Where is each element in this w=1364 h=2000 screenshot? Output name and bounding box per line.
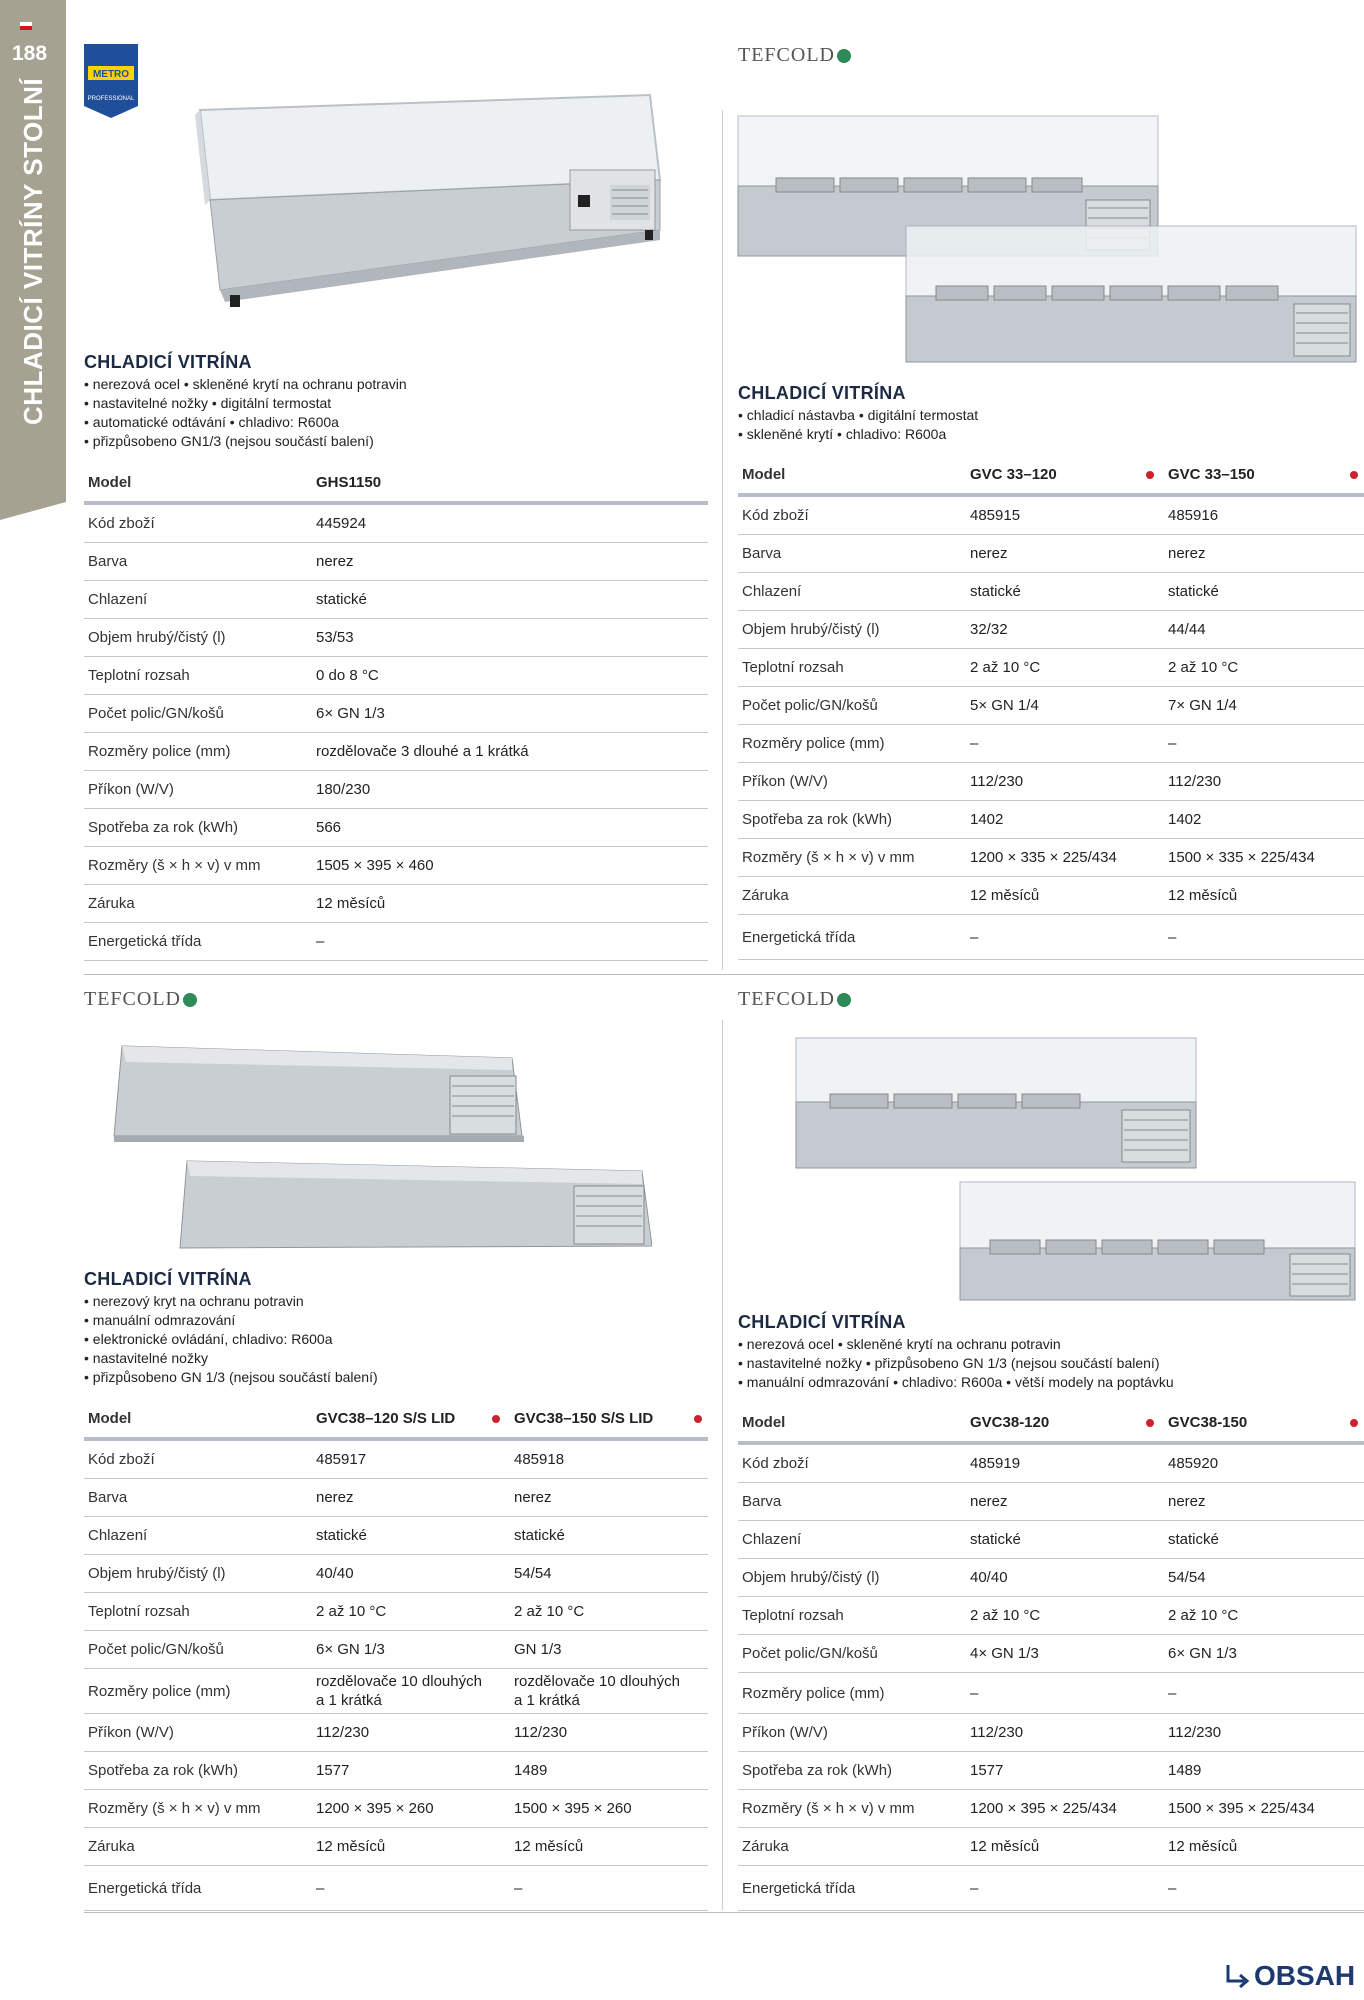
table-row bbox=[738, 839, 1364, 877]
table-row bbox=[738, 1635, 1364, 1673]
row-value: statické bbox=[510, 1517, 708, 1555]
table-row bbox=[738, 535, 1364, 573]
row-value: – bbox=[1164, 1673, 1364, 1714]
row-divider bbox=[84, 974, 1364, 975]
row-value: 6× GN 1/3 bbox=[312, 1631, 510, 1669]
red-dot-icon bbox=[694, 1415, 702, 1423]
row-label: Rozměry police (mm) bbox=[84, 733, 312, 771]
row-label: Energetická třída bbox=[738, 915, 966, 960]
model-name: GVC 33–120 bbox=[970, 466, 1057, 483]
table-row bbox=[84, 885, 708, 923]
row-value: 485920 bbox=[1164, 1443, 1364, 1483]
product-features bbox=[84, 1292, 378, 1387]
row-label: Objem hrubý/čistý (l) bbox=[84, 1555, 312, 1593]
row-value: 1200 × 335 × 225/434 bbox=[966, 839, 1164, 877]
row-value: rozdělovače 10 dlouhých a 1 krátká bbox=[312, 1669, 510, 1714]
spec-table-gvc38-lid bbox=[84, 1400, 708, 1911]
row-label: Počet polic/GN/košů bbox=[738, 687, 966, 725]
row-value: 485915 bbox=[966, 495, 1164, 535]
row-value: 1505 × 395 × 460 bbox=[312, 847, 708, 885]
row-label: Příkon (W/V) bbox=[84, 1714, 312, 1752]
row-value: – bbox=[966, 915, 1164, 960]
model-name: GHS1150 bbox=[312, 464, 708, 503]
row-label: Rozměry (š × h × v) v mm bbox=[84, 847, 312, 885]
row-value: nerez bbox=[510, 1479, 708, 1517]
product-image-gvc38-lid bbox=[112, 1036, 652, 1261]
row-label: Objem hrubý/čistý (l) bbox=[84, 619, 312, 657]
row-value: 1402 bbox=[1164, 801, 1364, 839]
feature-line: • přizpůsobeno GN 1/3 (nejsou součástí balení) bbox=[84, 1369, 378, 1385]
table-row bbox=[84, 771, 708, 809]
row-value: statické bbox=[1164, 573, 1364, 611]
row-value: 7× GN 1/4 bbox=[1164, 687, 1364, 725]
row-value: 4× GN 1/3 bbox=[966, 1635, 1164, 1673]
feature-line: • nastavitelné nožky • přizpůsobeno GN 1/3 (nejsou součástí balení) bbox=[738, 1355, 1160, 1371]
row-label: Příkon (W/V) bbox=[738, 763, 966, 801]
row-value: – bbox=[510, 1866, 708, 1911]
row-value: – bbox=[1164, 1866, 1364, 1911]
table-header-row bbox=[738, 456, 1364, 495]
table-row bbox=[738, 1866, 1364, 1911]
table-row bbox=[84, 657, 708, 695]
row-value: 485916 bbox=[1164, 495, 1364, 535]
row-value: 1200 × 395 × 225/434 bbox=[966, 1790, 1164, 1828]
table-row bbox=[84, 1517, 708, 1555]
row-label: Chlazení bbox=[738, 1521, 966, 1559]
row-label: Objem hrubý/čistý (l) bbox=[738, 1559, 966, 1597]
row-value: 40/40 bbox=[312, 1555, 510, 1593]
model-name: GVC38-120 bbox=[970, 1414, 1050, 1431]
row-value: 485919 bbox=[966, 1443, 1164, 1483]
row-label: Rozměry police (mm) bbox=[738, 725, 966, 763]
row-value: statické bbox=[312, 581, 708, 619]
table-header-row bbox=[84, 464, 708, 503]
row-value: 1500 × 335 × 225/434 bbox=[1164, 839, 1364, 877]
row-value: 54/54 bbox=[510, 1555, 708, 1593]
row-value: 54/54 bbox=[1164, 1559, 1364, 1597]
feature-line: • chladicí nástavba • digitální termostat bbox=[738, 407, 979, 423]
table-row bbox=[84, 1752, 708, 1790]
row-label: Barva bbox=[84, 1479, 312, 1517]
table-row bbox=[84, 1555, 708, 1593]
table-row bbox=[738, 1597, 1364, 1635]
row-value: 1500 × 395 × 225/434 bbox=[1164, 1790, 1364, 1828]
row-value: 40/40 bbox=[966, 1559, 1164, 1597]
model-name-cell bbox=[966, 456, 1164, 495]
table-row bbox=[738, 611, 1364, 649]
row-value: 112/230 bbox=[510, 1714, 708, 1752]
table-row bbox=[738, 915, 1364, 960]
feature-line: • nerezový kryt na ochranu potravin bbox=[84, 1293, 304, 1309]
row-value: statické bbox=[1164, 1521, 1364, 1559]
row-value: 1489 bbox=[1164, 1752, 1364, 1790]
product-image-gvc33 bbox=[736, 108, 1362, 373]
model-name-cell bbox=[510, 1400, 708, 1439]
table-row bbox=[738, 1790, 1364, 1828]
flag-icon bbox=[20, 22, 32, 30]
row-value: 2 až 10 °C bbox=[966, 649, 1164, 687]
row-label: Teplotní rozsah bbox=[84, 1593, 312, 1631]
tefcold-globe-icon bbox=[183, 993, 197, 1007]
product-image-ghs1150 bbox=[190, 90, 670, 325]
row-value: 2 až 10 °C bbox=[1164, 1597, 1364, 1635]
section-title: CHLADICÍ VITRÍNY STOLNÍ bbox=[18, 77, 48, 425]
row-value: nerez bbox=[966, 535, 1164, 573]
row-label: Chlazení bbox=[84, 1517, 312, 1555]
table-row bbox=[84, 1631, 708, 1669]
tefcold-globe-icon bbox=[837, 49, 851, 63]
feature-line: • automatické odtávání • chladivo: R600a bbox=[84, 414, 339, 430]
feature-line: • přizpůsobeno GN1/3 (nejsou součástí balení) bbox=[84, 433, 374, 449]
product-title: CHLADICÍ VITRÍNA bbox=[84, 352, 252, 372]
row-value: 445924 bbox=[312, 503, 708, 543]
table-row bbox=[738, 1673, 1364, 1714]
model-name: GVC38–150 S/S LID bbox=[514, 1410, 654, 1427]
row-value: rozdělovače 3 dlouhé a 1 krátká bbox=[312, 733, 708, 771]
row-value: 112/230 bbox=[966, 763, 1164, 801]
row-value: 2 až 10 °C bbox=[312, 1593, 510, 1631]
product-features bbox=[738, 406, 978, 444]
tefcold-globe-icon bbox=[837, 993, 851, 1007]
row-value: 12 měsíců bbox=[1164, 877, 1364, 915]
table-row bbox=[738, 573, 1364, 611]
table-row bbox=[84, 1866, 708, 1911]
row-value: 5× GN 1/4 bbox=[966, 687, 1164, 725]
row-value: 12 měsíců bbox=[1164, 1828, 1364, 1866]
spec-table-gvc38 bbox=[738, 1404, 1364, 1911]
row-value: GN 1/3 bbox=[510, 1631, 708, 1669]
table-row bbox=[738, 1521, 1364, 1559]
table-row bbox=[738, 725, 1364, 763]
row-value: statické bbox=[312, 1517, 510, 1555]
table-header-row bbox=[738, 1404, 1364, 1443]
row-value: 1577 bbox=[966, 1752, 1164, 1790]
row-label: Rozměry police (mm) bbox=[84, 1669, 312, 1714]
row-value: – bbox=[312, 1866, 510, 1911]
row-value: nerez bbox=[966, 1483, 1164, 1521]
tefcold-logo bbox=[84, 988, 197, 1011]
model-header: Model bbox=[738, 456, 966, 495]
row-value: – bbox=[312, 923, 708, 961]
row-label: Teplotní rozsah bbox=[738, 1597, 966, 1635]
row-label: Kód zboží bbox=[738, 495, 966, 535]
row-label: Záruka bbox=[738, 1828, 966, 1866]
row-value: 12 měsíců bbox=[966, 1828, 1164, 1866]
table-row bbox=[84, 1439, 708, 1479]
metro-logo-text: METRO bbox=[92, 69, 130, 80]
table-of-contents-link[interactable] bbox=[1222, 1960, 1355, 1993]
column-divider bbox=[722, 110, 723, 970]
row-value: 1402 bbox=[966, 801, 1164, 839]
feature-line: • skleněné krytí • chladivo: R600a bbox=[738, 426, 947, 442]
row-value: – bbox=[966, 1866, 1164, 1911]
metro-logo-subtext: PROFESSIONAL bbox=[87, 96, 135, 102]
table-row bbox=[738, 763, 1364, 801]
row-value: 112/230 bbox=[312, 1714, 510, 1752]
product-features bbox=[84, 375, 407, 451]
row-label: Chlazení bbox=[738, 573, 966, 611]
bottom-divider bbox=[84, 1912, 1364, 1913]
feature-line: • manuální odmrazování • chladivo: R600a • větší modely na poptávku bbox=[738, 1374, 1174, 1390]
row-value: statické bbox=[966, 1521, 1164, 1559]
feature-line: • nastavitelné nožky • digitální termostat bbox=[84, 395, 332, 411]
table-row bbox=[84, 847, 708, 885]
spec-table-ghs1150 bbox=[84, 464, 708, 961]
table-row bbox=[84, 503, 708, 543]
row-label: Spotřeba za rok (kWh) bbox=[738, 801, 966, 839]
row-value: nerez bbox=[312, 1479, 510, 1517]
row-value: 1500 × 395 × 260 bbox=[510, 1790, 708, 1828]
row-value: 485918 bbox=[510, 1439, 708, 1479]
table-row bbox=[738, 1752, 1364, 1790]
table-row bbox=[738, 1443, 1364, 1483]
red-dot-icon bbox=[1146, 1419, 1154, 1427]
table-row bbox=[738, 649, 1364, 687]
row-value: 32/32 bbox=[966, 611, 1164, 649]
row-value: 1577 bbox=[312, 1752, 510, 1790]
row-label: Záruka bbox=[738, 877, 966, 915]
row-value: 12 měsíců bbox=[966, 877, 1164, 915]
row-value: 112/230 bbox=[966, 1714, 1164, 1752]
row-value: statické bbox=[966, 573, 1164, 611]
table-row bbox=[84, 1790, 708, 1828]
feature-line: • nerezová ocel • skleněné krytí na ochranu potravin bbox=[84, 376, 407, 392]
red-dot-icon bbox=[492, 1415, 500, 1423]
table-row bbox=[84, 1479, 708, 1517]
row-value: 566 bbox=[312, 809, 708, 847]
row-label: Počet polic/GN/košů bbox=[84, 1631, 312, 1669]
row-value: 1489 bbox=[510, 1752, 708, 1790]
row-value: 44/44 bbox=[1164, 611, 1364, 649]
table-row bbox=[738, 495, 1364, 535]
row-value: 2 až 10 °C bbox=[510, 1593, 708, 1631]
table-row bbox=[84, 1828, 708, 1866]
row-value: 112/230 bbox=[1164, 763, 1364, 801]
row-value: nerez bbox=[1164, 535, 1364, 573]
spec-table-gvc33 bbox=[738, 456, 1364, 960]
feature-line: • nerezová ocel • skleněné krytí na ochranu potravin bbox=[738, 1336, 1061, 1352]
red-dot-icon bbox=[1350, 1419, 1358, 1427]
row-value: rozdělovače 10 dlouhých a 1 krátká bbox=[510, 1669, 708, 1714]
table-row bbox=[84, 619, 708, 657]
row-label: Rozměry (š × h × v) v mm bbox=[738, 839, 966, 877]
row-value: 12 měsíců bbox=[510, 1828, 708, 1866]
table-row bbox=[738, 1483, 1364, 1521]
row-label: Kód zboží bbox=[738, 1443, 966, 1483]
table-row bbox=[84, 1714, 708, 1752]
model-name-cell bbox=[312, 1400, 510, 1439]
tefcold-logo-text: TEFCOLD bbox=[738, 44, 835, 66]
row-label: Záruka bbox=[84, 885, 312, 923]
product-features bbox=[738, 1335, 1174, 1392]
table-header-row bbox=[84, 1400, 708, 1439]
tefcold-logo-text: TEFCOLD bbox=[84, 988, 181, 1010]
red-dot-icon bbox=[1146, 471, 1154, 479]
product-title: CHLADICÍ VITRÍNA bbox=[84, 1269, 252, 1289]
product-image-gvc38 bbox=[790, 1034, 1360, 1309]
row-label: Spotřeba za rok (kWh) bbox=[738, 1752, 966, 1790]
row-label: Kód zboží bbox=[84, 503, 312, 543]
model-name-cell bbox=[1164, 1404, 1364, 1443]
row-label: Objem hrubý/čistý (l) bbox=[738, 611, 966, 649]
row-label: Počet polic/GN/košů bbox=[738, 1635, 966, 1673]
model-name-cell bbox=[966, 1404, 1164, 1443]
row-value: 112/230 bbox=[1164, 1714, 1364, 1752]
model-name-cell bbox=[1164, 456, 1364, 495]
page-number: 188 bbox=[12, 42, 48, 65]
row-label: Energetická třída bbox=[84, 923, 312, 961]
row-value: – bbox=[966, 1673, 1164, 1714]
row-label: Příkon (W/V) bbox=[738, 1714, 966, 1752]
table-row bbox=[84, 695, 708, 733]
row-label: Kód zboží bbox=[84, 1439, 312, 1479]
table-row bbox=[738, 877, 1364, 915]
row-label: Teplotní rozsah bbox=[84, 657, 312, 695]
row-value: – bbox=[1164, 915, 1364, 960]
table-row bbox=[738, 1714, 1364, 1752]
row-label: Energetická třída bbox=[84, 1866, 312, 1911]
tefcold-logo-text: TEFCOLD bbox=[738, 988, 835, 1010]
table-row bbox=[84, 923, 708, 961]
table-row bbox=[738, 1828, 1364, 1866]
row-label: Spotřeba za rok (kWh) bbox=[84, 1752, 312, 1790]
row-label: Příkon (W/V) bbox=[84, 771, 312, 809]
row-label: Barva bbox=[738, 1483, 966, 1521]
row-value: nerez bbox=[312, 543, 708, 581]
row-label: Rozměry (š × h × v) v mm bbox=[738, 1790, 966, 1828]
sidebar-tab bbox=[0, 0, 66, 520]
row-value: 180/230 bbox=[312, 771, 708, 809]
row-value: – bbox=[1164, 725, 1364, 763]
table-row bbox=[84, 733, 708, 771]
table-row bbox=[84, 581, 708, 619]
model-name: GVC38–120 S/S LID bbox=[316, 1410, 456, 1427]
feature-line: • elektronické ovládání, chladivo: R600a bbox=[84, 1331, 333, 1347]
table-row bbox=[84, 809, 708, 847]
row-value: 485917 bbox=[312, 1439, 510, 1479]
tefcold-logo bbox=[738, 44, 851, 67]
model-header: Model bbox=[738, 1404, 966, 1443]
row-label: Počet polic/GN/košů bbox=[84, 695, 312, 733]
row-label: Záruka bbox=[84, 1828, 312, 1866]
row-value: 53/53 bbox=[312, 619, 708, 657]
table-of-contents-label: OBSAH bbox=[1254, 1960, 1356, 1991]
row-value: – bbox=[966, 725, 1164, 763]
column-divider bbox=[722, 1020, 723, 1910]
row-value: 1200 × 395 × 260 bbox=[312, 1790, 510, 1828]
row-value: 0 do 8 °C bbox=[312, 657, 708, 695]
row-label: Barva bbox=[84, 543, 312, 581]
row-value: 12 měsíců bbox=[312, 885, 708, 923]
table-row bbox=[738, 687, 1364, 725]
table-row bbox=[84, 543, 708, 581]
row-value: 6× GN 1/3 bbox=[312, 695, 708, 733]
red-dot-icon bbox=[1350, 471, 1358, 479]
row-value: 2 až 10 °C bbox=[1164, 649, 1364, 687]
product-title: CHLADICÍ VITRÍNA bbox=[738, 1312, 906, 1332]
row-label: Rozměry police (mm) bbox=[738, 1673, 966, 1714]
model-header: Model bbox=[84, 1400, 312, 1439]
return-arrow-icon bbox=[1222, 1963, 1252, 1993]
row-label: Spotřeba za rok (kWh) bbox=[84, 809, 312, 847]
model-name: GVC38-150 bbox=[1168, 1414, 1248, 1431]
table-row bbox=[84, 1593, 708, 1631]
table-row bbox=[738, 801, 1364, 839]
model-name: GVC 33–150 bbox=[1168, 466, 1255, 483]
tefcold-logo bbox=[738, 988, 851, 1011]
feature-line: • manuální odmrazování bbox=[84, 1312, 236, 1328]
row-value: 2 až 10 °C bbox=[966, 1597, 1164, 1635]
row-label: Barva bbox=[738, 535, 966, 573]
table-row bbox=[738, 1559, 1364, 1597]
row-label: Energetická třída bbox=[738, 1866, 966, 1911]
row-label: Teplotní rozsah bbox=[738, 649, 966, 687]
metro-logo bbox=[84, 44, 138, 118]
row-value: 12 měsíců bbox=[312, 1828, 510, 1866]
row-value: nerez bbox=[1164, 1483, 1364, 1521]
row-label: Rozměry (š × h × v) v mm bbox=[84, 1790, 312, 1828]
product-title: CHLADICÍ VITRÍNA bbox=[738, 383, 906, 403]
model-header: Model bbox=[84, 464, 312, 503]
row-label: Chlazení bbox=[84, 581, 312, 619]
table-row bbox=[84, 1669, 708, 1714]
feature-line: • nastavitelné nožky bbox=[84, 1350, 208, 1366]
row-value: 6× GN 1/3 bbox=[1164, 1635, 1364, 1673]
